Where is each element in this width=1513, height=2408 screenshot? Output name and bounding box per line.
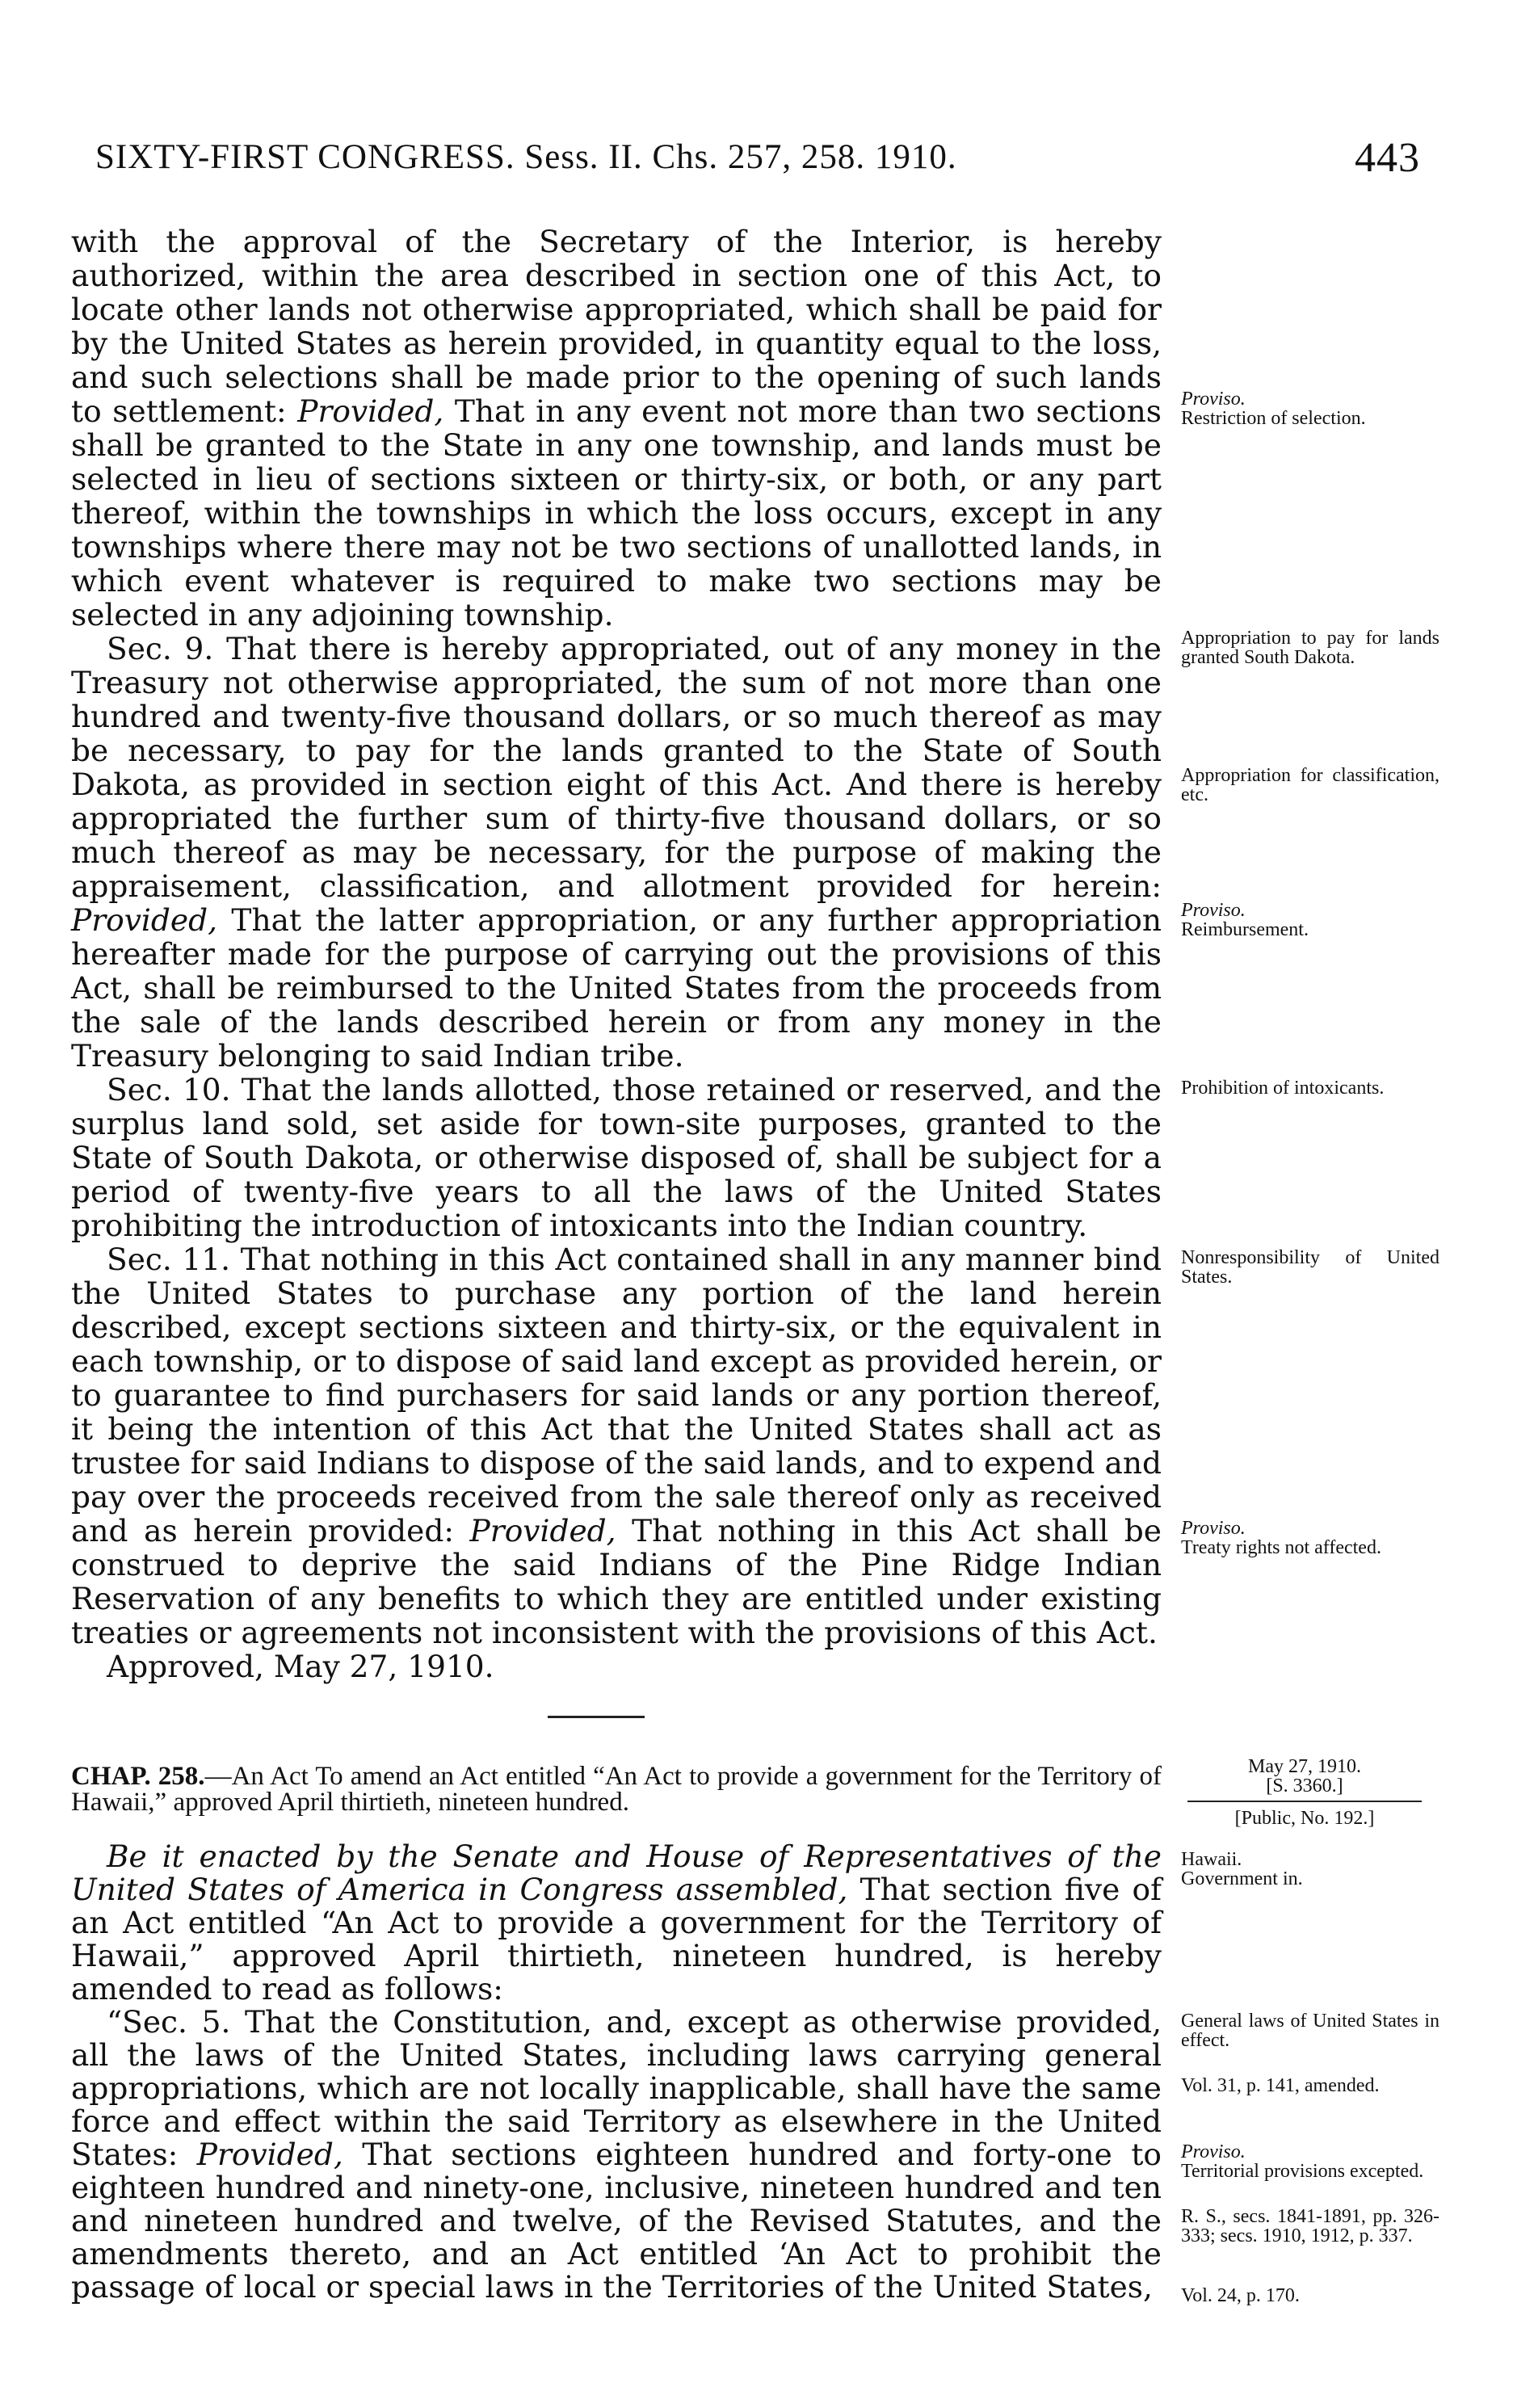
margin-note-appropriation-classification: Appropriation for classification, etc. bbox=[1181, 765, 1439, 805]
margin-note-territorial-provisions: Proviso. Territorial provisions excepted. bbox=[1181, 2141, 1424, 2182]
chapter-label: CHAP. 258. bbox=[71, 1762, 205, 1791]
chapter-258-text bbox=[71, 1840, 1162, 2304]
approved-date: Approved, May 27, 1910. bbox=[107, 1649, 494, 1684]
chapter-258-heading bbox=[71, 1763, 1162, 1815]
chapter-title: —An Act To amend an Act entitled “An Act to provide a government for the Territory of Hawaii,” approved April thirtieth, nineteen hundred. bbox=[71, 1762, 1162, 1817]
margin-note-nonresponsibility: Nonresponsibility of United States. bbox=[1181, 1247, 1439, 1288]
paragraph-section-5: “Sec. 5. That the Constitution, and, except as otherwise provided, all the laws of the United States, including laws carrying general appropriations, which are not locally inapplicable, shall have the same force and effect within the said Territory as elsewhere in the United States: Provided, That sections eighteen hundred and forty-one to eighteen hundred and ninety-one, inclusive, nineteen hundred and ten and nineteen hundred and twelve, of the Revised Statutes, and the amendments thereto, and an Act entitled ‘An Act to prohibit the passage of local or special laws in the Territories of the United States, bbox=[71, 2004, 1162, 2305]
margin-note-vol24: Vol. 24, p. 170. bbox=[1181, 2285, 1300, 2306]
paragraph-section-10: Sec. 10. That the lands allotted, those retained or reserved, and the surplus land sold, set aside for town-site purposes, granted to the State of South Dakota, or otherwise disposed of, shall be subject for a period of twenty-five years to all the laws of the United States prohibiting the introduction of intoxicants into the Indian country. bbox=[71, 1072, 1162, 1243]
margin-note-revised-statutes: R. S., secs. 1841-1891, pp. 326-333; secs. 1910, 1912, p. 337. bbox=[1181, 2206, 1439, 2246]
enacting-clause: Be it enacted by the Senate and House of Representatives of the United States of America in Congress assembled, That section five of an Act entitled “An Act to provide a government for the Territory of Hawaii,” approved April thirtieth, nineteen hundred, is hereby amended to read as follows: bbox=[71, 1839, 1162, 2007]
paragraph-section-9: Sec. 9. That there is hereby appropriated, out of any money in the Treasury not otherwise appropriated, the sum of not more than one hundred and twenty-five thousand dollars, or so much thereof as may be necessary, to pay for the lands granted to the State of South Dakota, as provided in section eight of this Act. And there is hereby appropriated the further sum of thirty-five thousand dollars, or so much thereof as may be necessary, for the purpose of making the appraisement, classification, and allotment provided for herein: Provided, That the latter appropriation, or any further appropriation hereafter made for the purpose of carrying out the provisions of this Act, shall be reimbursed to the United States from the proceeds from the sale of the lands described herein or from any money in the Treasury belonging to said Indian tribe. bbox=[71, 631, 1162, 1074]
margin-note-hawaii: Hawaii. Government in. bbox=[1181, 1849, 1303, 1889]
public-law-number: [Public, No. 192.] bbox=[1234, 1808, 1375, 1829]
page-number: 443 bbox=[1355, 135, 1420, 181]
margin-note-treaty-rights: Proviso. Treaty rights not affected. bbox=[1181, 1518, 1381, 1558]
margin-note-general-laws: General laws of United States in effect. bbox=[1181, 2011, 1439, 2051]
margin-note-vol31: Vol. 31, p. 141, amended. bbox=[1181, 2075, 1380, 2096]
date-rule bbox=[1187, 1801, 1422, 1802]
senate-bill: [S. 3360.] bbox=[1266, 1776, 1343, 1797]
margin-note-restriction: Proviso. Restriction of selection. bbox=[1181, 389, 1366, 429]
section-divider bbox=[548, 1716, 645, 1718]
paragraph-section-8-continued: with the approval of the Secretary of the Interior, is hereby authorized, within the area described in section one of this Act, to locate other lands not otherwise appropriated, which shall be paid for by the United States as herein provided, in quantity equal to the loss, and such selections shall be made prior to the opening of such lands to settlement: Provided, That in any event not more than two sections shall be granted to the State in any one township, and lands must be selected in lieu of sections sixteen or thirty-six, or both, or any part thereof, within the townships in which the loss occurs, except in any townships where there may not be two sections of unallotted lands, in which event whatever is required to make two sections may be selected in any adjoining township. bbox=[71, 224, 1162, 632]
running-head: SIXTY-FIRST CONGRESS. Sess. II. Chs. 257, 258. 1910. bbox=[95, 138, 957, 176]
margin-note-reimbursement: Proviso. Reimbursement. bbox=[1181, 900, 1309, 940]
main-text bbox=[71, 225, 1162, 1683]
margin-note-appropriation-lands: Appropriation to pay for lands granted South Dakota. bbox=[1181, 628, 1439, 668]
margin-note-date-block bbox=[1187, 1757, 1422, 1828]
act-date: May 27, 1910. bbox=[1248, 1756, 1361, 1777]
margin-note-intoxicants: Prohibition of intoxicants. bbox=[1181, 1078, 1385, 1099]
paragraph-section-11: Sec. 11. That nothing in this Act contained shall in any manner bind the United States to purchase any portion of the land herein described, except sections sixteen and thirty-six, or the equivalent in each township, or to dispose of said land except as provided herein, or to guarantee to find purchasers for said lands or any portion thereof, it being the intention of this Act that the United States shall act as trustee for said Indians to dispose of the said lands, and to expend and pay over the proceeds received from the sale thereof only as received and as herein provided: Provided, That nothing in this Act shall be construed to deprive the said Indians of the Pine Ridge Indian Reservation of any benefits to which they are entitled under existing treaties or agreements not inconsistent with the provisions of this Act. bbox=[71, 1242, 1162, 1650]
running-header bbox=[95, 137, 1420, 194]
